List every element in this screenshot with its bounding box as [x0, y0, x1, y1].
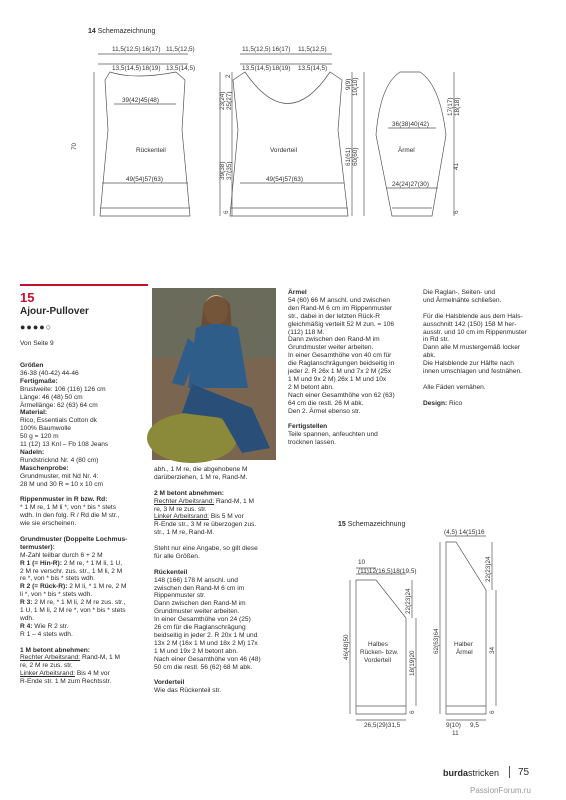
svg-text:34: 34: [489, 646, 496, 654]
text-line: Rippenmuster in R bzw. Rd:: [20, 496, 108, 504]
svg-text:2: 2: [225, 74, 232, 78]
text-line: darüberziehen, 1 M re, Rand-M.: [154, 473, 248, 481]
text-line: Wie das Rückenteil str.: [154, 687, 222, 695]
svg-text:6: 6: [489, 710, 496, 714]
text-line: Dann zwischen den Rand-M im: [288, 336, 380, 344]
svg-text:Rücken- bzw.: Rücken- bzw.: [360, 649, 399, 656]
svg-text:22(23)24: 22(23)24: [485, 556, 492, 582]
text-line: re *, von * bis * stets wdh.: [20, 575, 96, 583]
text-line: In einer Gesamthöhe von 24 (25): [154, 616, 251, 624]
text-line: Steht nur eine Angabe, so gilt diese: [154, 545, 258, 553]
text-line: [154, 537, 280, 545]
from-page: Von Seite 9: [20, 340, 54, 347]
text-line: gleichmäßig verteilt 52 M zun. = 106: [288, 320, 395, 328]
text-line: Für die Halsblende aus dem Hals-: [423, 312, 523, 320]
text-line: R-Ende str., 3 M re überzogen zus.: [154, 521, 257, 529]
text-line: Design: Rico: [423, 399, 463, 407]
svg-text:10(10): 10(10): [352, 77, 359, 96]
sleeve-outline: [376, 72, 446, 216]
footer-divider: [509, 766, 510, 778]
text-line: Größen: [20, 362, 44, 369]
back-outline: [100, 72, 190, 216]
text-line: Material:: [20, 409, 48, 417]
text-line: Fertigmaße:: [20, 377, 58, 385]
text-line: Die Raglan-, Seiten- und: [423, 289, 496, 296]
text-line: Länge: 46 (48) 50 cm: [20, 393, 83, 401]
svg-text:(4,5) 14(15)16: (4,5) 14(15)16: [444, 529, 485, 536]
text-line: 2 M betont abn.: [288, 383, 334, 391]
text-line: Linker Arbeitsrand: Bis 5 M vor: [154, 513, 244, 521]
svg-text:70: 70: [71, 142, 78, 150]
text-line: 100% Baumwolle: [20, 425, 71, 433]
watermark: PassionForum.ru: [470, 786, 531, 795]
svg-text:25(27): 25(27): [226, 91, 233, 110]
text-line: 50 g = 120 m: [20, 433, 59, 441]
text-line: abh., 1 M re, die abgehobene M: [154, 466, 248, 473]
svg-text:39(42)45(48): 39(42)45(48): [122, 97, 159, 104]
text-line: 36-38 (40-42) 44-46: [20, 369, 79, 377]
svg-text:6: 6: [409, 710, 416, 714]
svg-text:46(48)50: 46(48)50: [343, 634, 350, 660]
text-line: [423, 392, 551, 400]
text-line: [288, 416, 416, 424]
svg-text:9(9): 9(9): [345, 78, 352, 90]
text-line: Rippenmuster str.: [154, 592, 206, 600]
svg-text:18(19)20: 18(19)20: [409, 650, 416, 676]
text-line: [154, 672, 280, 680]
text-line: Grundmuster (Doppelte Lochmus-: [20, 535, 128, 543]
text-line: zwischen den Rand-M 6 cm im: [154, 584, 245, 592]
svg-text:23(24): 23(24): [219, 91, 226, 110]
text-line: [20, 639, 146, 647]
text-line: Linker Arbeitsrand: Bis 4 M vor: [20, 670, 110, 678]
schema-15-title: 15 Schemazeichnung: [338, 521, 406, 528]
text-line: li *, von * bis * stets wdh.: [20, 591, 93, 599]
text-line: R 3: 2 M re, * 1 M li, 2 M re zus. str.,: [20, 599, 126, 607]
svg-text:39(38): 39(38): [219, 161, 226, 180]
text-line: Die Halsblende zur Hälfte nach: [423, 360, 514, 368]
footer-brand: burdastricken: [443, 768, 500, 778]
text-line: Brustweite: 106 (116) 126 cm: [20, 385, 106, 393]
svg-text:10: 10: [358, 559, 366, 566]
text-line: für alle Größen.: [154, 552, 200, 560]
difficulty-dots: ●●●●○: [20, 322, 53, 332]
text-line: Maschenprobe:: [20, 464, 69, 472]
text-line: 64 cm die restl. 26 M abk.: [288, 399, 364, 407]
svg-text:13,5(14,5): 13,5(14,5): [242, 65, 272, 72]
text-line: (112) 118 M.: [288, 328, 325, 336]
text-line: R 4: Wie R 2 str.: [20, 622, 69, 630]
text-line: ausschnitt 142 (150) 158 M her-: [423, 320, 517, 328]
dim: 11,5(12,5): [112, 46, 141, 53]
text-line: abk.: [423, 352, 436, 360]
svg-text:61(61): 61(61): [345, 147, 352, 166]
text-line: Den 2. Ärmel ebenso str.: [288, 407, 361, 415]
text-line: und Ärmelnähte schließen.: [423, 296, 502, 304]
text-line: wdh.: [20, 614, 34, 622]
text-line: Grundmuster, mit Nd Nr. 4:: [20, 472, 99, 480]
text-line: Fertigstellen: [288, 423, 328, 431]
text-line: M-Zahl teilbar durch 6 + 2 M: [20, 551, 103, 559]
svg-text:Ärmel: Ärmel: [456, 649, 473, 656]
text-line: 1 U, 1 M li, 2 M re *, von * bis * stets: [20, 607, 126, 615]
text-line: ausstr. und 10 cm im Rippenmuster: [423, 328, 527, 336]
svg-text:Rückenteil: Rückenteil: [136, 147, 166, 154]
svg-text:11,5(12,5): 11,5(12,5): [242, 46, 271, 53]
svg-text:18(18): 18(18): [454, 97, 461, 116]
text-line: re, 3 M re zus. str.: [154, 505, 207, 513]
svg-text:24(24)27(30): 24(24)27(30): [392, 181, 429, 188]
text-line: str., dabei in der letzten Rück-R: [288, 312, 380, 320]
svg-text:(11)12(16,5)18(19,5): (11)12(16,5)18(19,5): [358, 568, 417, 575]
text-line: wie sie erscheinen.: [20, 520, 77, 528]
text-line: R 1 – 4 stets wdh.: [20, 630, 73, 638]
text-line: 50 cm die restl. 56 (62) 68 M abk.: [154, 663, 253, 671]
schema-14-drawing: [71, 40, 480, 230]
text-line: * 1 M re, 1 M li *, von * bis * stets: [20, 504, 117, 512]
text-line: In einer Gesamthöhe von 40 cm für: [288, 352, 392, 360]
text-line: [154, 482, 280, 490]
text-line: [423, 376, 551, 384]
text-line: Nach einer Gesamthöhe von 46 (48): [154, 655, 261, 663]
front-outline: [230, 72, 348, 216]
text-line: in Rd str.: [423, 336, 450, 344]
model-photo: [152, 288, 276, 460]
text-line: re, 2 M re zus. str.: [20, 662, 73, 670]
svg-text:Halber: Halber: [454, 641, 473, 648]
svg-text:Ärmel: Ärmel: [398, 147, 415, 154]
text-line: Ärmellänge: 62 (63) 64 cm: [20, 401, 98, 409]
svg-text:18(19): 18(19): [142, 65, 161, 72]
text-line: die Raglanschrägungen beidseitig in: [288, 360, 395, 368]
text-line: Grundmuster weiter arbeiten.: [154, 608, 240, 616]
col-3: [288, 289, 416, 447]
text-line: 26 cm für die Raglanschrägung: [154, 624, 246, 632]
text-line: 11 (12) 13 Knl – Fb 108 Jeans: [20, 441, 109, 449]
svg-text:60(60): 60(60): [352, 147, 359, 166]
text-line: 2 M betont abnehmen:: [154, 489, 224, 497]
text-line: 1 M und 19x 2 M betont abn.: [154, 647, 238, 655]
svg-text:16(17): 16(17): [272, 46, 291, 53]
schema-14-title: 14 Schemazeichnung: [88, 28, 156, 35]
svg-text:13,5(14,5): 13,5(14,5): [166, 65, 196, 72]
svg-text:37(35): 37(35): [226, 161, 233, 180]
col-1: [20, 362, 146, 686]
text-line: [20, 528, 146, 536]
svg-text:17(17): 17(17): [447, 97, 454, 116]
text-line: trocknen lassen.: [288, 439, 337, 447]
text-line: [154, 561, 280, 569]
text-line: Grundmuster weiter arbeiten.: [288, 344, 374, 352]
text-line: R-Ende str. 1 M zum Rechtsstr.: [20, 678, 112, 686]
text-line: Rechter Arbeitsrand: Rand-M, 1 M: [20, 654, 121, 662]
text-line: Dann alle M mustergemäß locker: [423, 344, 521, 352]
svg-text:Halbes: Halbes: [368, 641, 388, 648]
text-line: Rechter Arbeitsrand: Rand-M, 1 M: [154, 497, 255, 505]
svg-text:22(23)24: 22(23)24: [405, 588, 412, 614]
text-line: beidseitig in jeder 2. R 20x 1 M und: [154, 631, 258, 639]
svg-text:49(54)57(63): 49(54)57(63): [126, 176, 163, 183]
text-line: Ärmel: [288, 289, 307, 296]
text-line: [423, 305, 551, 313]
page-number: 75: [518, 767, 530, 778]
pattern-number: 15: [20, 290, 35, 305]
col-4: [423, 289, 551, 408]
svg-text:6: 6: [453, 210, 460, 214]
svg-text:6: 6: [223, 210, 230, 214]
text-line: jeder 2. R 26x 1 M und 7x 2 M (25x: [288, 368, 391, 376]
text-line: str., 1 M re, Rand-M.: [154, 529, 215, 537]
svg-text:11,5(12,5): 11,5(12,5): [298, 46, 327, 53]
svg-text:13,5(14,5): 13,5(14,5): [298, 65, 328, 72]
text-line: Rückenteil: [154, 568, 188, 576]
text-line: Vorderteil: [154, 679, 185, 687]
text-line: termuster):: [20, 543, 55, 551]
text-line: 13x 2 M (16x 1 M und 18x 2 M) 17x: [154, 639, 258, 647]
text-line: 54 (60) 66 M anschl. und zwischen: [288, 296, 390, 304]
svg-text:9,5: 9,5: [470, 722, 479, 729]
text-line: Nach einer Gesamthöhe von 62 (63): [288, 391, 395, 399]
text-line: Rico, Essentials Cotton dk: [20, 417, 97, 425]
svg-text:13,5(14,5): 13,5(14,5): [112, 65, 142, 72]
text-line: R 1 (= Hin-R): 2 M re, * 1 M li, 1 U,: [20, 559, 123, 567]
text-line: den Rand-M 6 cm im Rippenmuster: [288, 304, 393, 312]
text-line: 28 M und 30 R = 10 x 10 cm: [20, 480, 104, 488]
svg-text:36(38)40(42): 36(38)40(42): [392, 121, 429, 128]
text-line: [20, 489, 146, 497]
svg-text:49(54)57(63): 49(54)57(63): [266, 176, 303, 183]
text-line: Nadeln:: [20, 448, 45, 456]
svg-text:16(17): 16(17): [142, 46, 161, 53]
text-line: 2 M re verschr. zus. str., 1 M li, 2 M: [20, 567, 123, 575]
svg-text:62(63)64: 62(63)64: [433, 628, 440, 654]
svg-text:18(19): 18(19): [272, 65, 291, 72]
text-line: 1 M und 9x 2 M) 26x 1 M und 10x: [288, 375, 387, 383]
col-2: [154, 466, 280, 695]
svg-text:26,5(29)31,5: 26,5(29)31,5: [364, 722, 401, 729]
text-line: innen umschlagen und festnähen.: [423, 368, 522, 376]
text-line: 1 M betont abnehmen:: [20, 646, 90, 654]
svg-text:Vorderteil: Vorderteil: [364, 657, 391, 664]
schema-15-drawing: [336, 530, 556, 740]
pattern-title: Ajour-Pullover: [20, 306, 89, 317]
text-line: wdh. In den folg. R / Rd die M str.,: [20, 512, 120, 520]
text-line: Teile spannen, anfeuchten und: [288, 431, 378, 439]
svg-text:11,5(12,5): 11,5(12,5): [166, 46, 195, 53]
text-line: R 2 (= Rück-R): 2 M li, * 1 M re, 2 M: [20, 583, 127, 591]
svg-text:11: 11: [452, 730, 459, 737]
accent-rule: [20, 284, 148, 286]
svg-text:Vorderteil: Vorderteil: [270, 147, 297, 154]
text-line: Alle Fäden vernähen.: [423, 383, 486, 391]
text-line: Dann zwischen den Rand-M im: [154, 600, 246, 608]
svg-text:41: 41: [453, 162, 460, 170]
text-line: 148 (166) 178 M anschl. und: [154, 576, 238, 584]
svg-text:9(10): 9(10): [446, 722, 461, 729]
text-line: Rundstricknd Nr. 4 (80 cm): [20, 456, 99, 464]
